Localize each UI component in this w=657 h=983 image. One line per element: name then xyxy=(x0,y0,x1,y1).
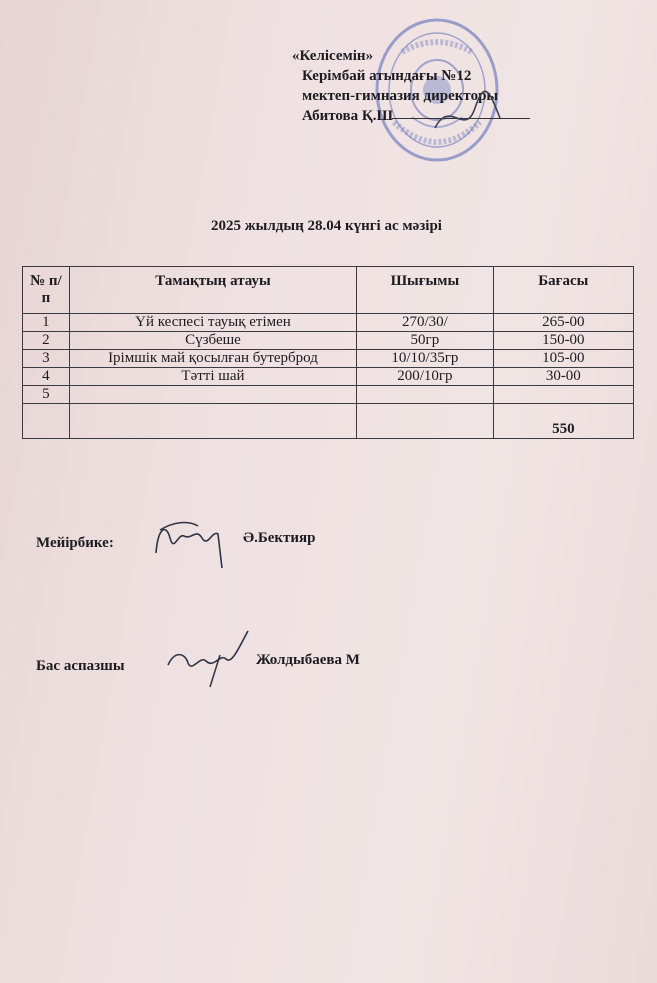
dish-price: 150-00 xyxy=(493,332,633,350)
dish-yield: 50гр xyxy=(357,332,494,350)
dish-name: Сүзбеше xyxy=(69,332,356,350)
dish-name: Тәтті шай xyxy=(69,368,356,386)
dish-yield xyxy=(357,386,494,404)
total-empty-cell xyxy=(69,404,356,439)
dish-yield: 270/30/ xyxy=(357,314,494,332)
menu-table xyxy=(22,266,634,439)
row-number: 5 xyxy=(23,386,70,404)
nurse-name: Ә.Бектияр xyxy=(243,530,316,546)
cook-name: Жолдыбаева М xyxy=(256,652,360,668)
approval-director: Абитова Қ.Ш xyxy=(302,108,393,124)
dish-yield: 200/10гр xyxy=(357,368,494,386)
header-number: № п/п xyxy=(23,267,70,314)
table-row xyxy=(23,368,634,386)
total-price: 550 xyxy=(493,404,633,439)
menu-title-text: 2025 жылдың 28.04 күнгі ас мәзірі xyxy=(211,218,442,234)
row-number: 2 xyxy=(23,332,70,350)
approval-school: Керімбай атындағы №12 xyxy=(302,68,472,84)
dish-price: 265-00 xyxy=(493,314,633,332)
table-row xyxy=(23,332,634,350)
dish-yield: 10/10/35гр xyxy=(357,350,494,368)
row-number: 3 xyxy=(23,350,70,368)
table-row xyxy=(23,350,634,368)
nurse-signature xyxy=(148,508,243,573)
total-empty-cell xyxy=(23,404,70,439)
dish-price: 30-00 xyxy=(493,368,633,386)
cook-label: Бас аспазшы xyxy=(36,658,125,674)
approval-title: «Келісемін» xyxy=(292,48,374,64)
table-header-row xyxy=(23,267,634,314)
header-dish-name: Тамақтың атауы xyxy=(69,267,356,314)
row-number: 4 xyxy=(23,368,70,386)
table-row xyxy=(23,386,634,404)
director-signature xyxy=(430,88,510,148)
header-price: Бағасы xyxy=(493,267,633,314)
dish-price xyxy=(493,386,633,404)
dish-name xyxy=(69,386,356,404)
table-total-row xyxy=(23,404,634,439)
dish-name: Үй кеспесі тауық етімен xyxy=(69,314,356,332)
table-row xyxy=(23,314,634,332)
cook-signature xyxy=(160,625,260,695)
menu-title xyxy=(0,218,657,235)
row-number: 1 xyxy=(23,314,70,332)
total-empty-cell xyxy=(357,404,494,439)
approval-position: мектеп-гимназия директоры xyxy=(302,88,499,104)
header-yield: Шығымы xyxy=(357,267,494,314)
dish-price: 105-00 xyxy=(493,350,633,368)
dish-name: Ірімшік май қосылған бутерброд xyxy=(69,350,356,368)
nurse-label: Мейірбике: xyxy=(36,535,114,551)
